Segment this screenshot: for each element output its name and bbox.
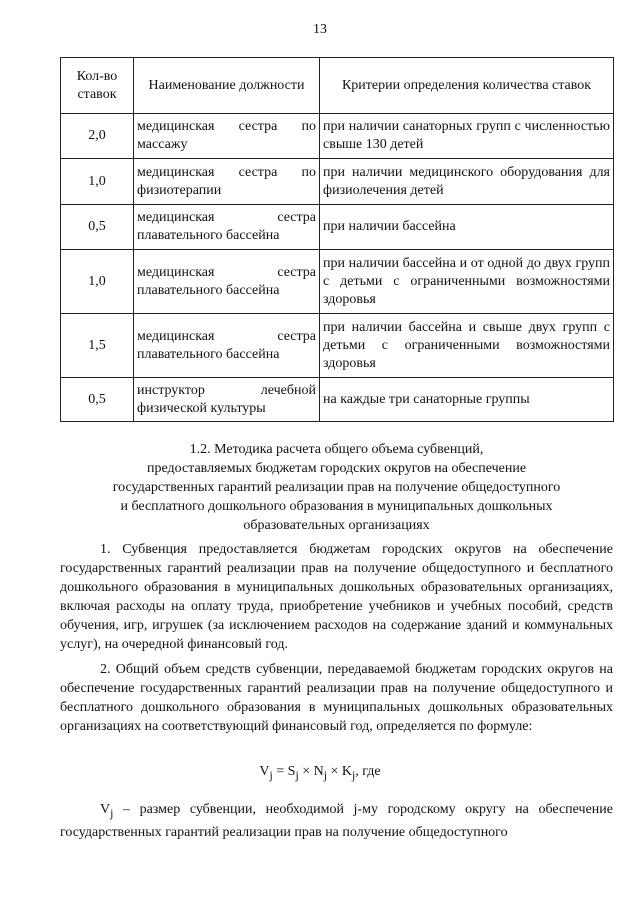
paragraph-text xyxy=(60,800,613,842)
paragraph-text: 2. Общий объем средств субвенции, передаваемой бюджетам городских округов на обеспечение государственных гарантий реализации прав на получение общедоступного и бесплатного дошкольного образования в муниципальных дошкольных образовательных организациях на соответствующий финансовый год, определяется по формуле: xyxy=(60,662,613,734)
vj-symbol: V xyxy=(100,802,111,817)
position-cell: медицинская сестра плавательного бассейна xyxy=(134,314,320,378)
criteria-cell: при наличии медицинского оборудования для физиолечения детей xyxy=(320,159,614,205)
paragraph-text: 1. Субвенция предоставляется бюджетам городских округов на обеспечение государственных гарантий реализации прав на получение общедоступного и бесплатного дошкольного образования в муниципальных дошкольных образовательных организациях, включая расходы на оплату труда, приобретение учебников и учебных пособий, средств обучения, игр, игрушек (за исключением расходов на содержание зданий и коммунальных услуг), на очередной финансовый год. xyxy=(60,542,613,652)
formula-times: × xyxy=(298,764,314,779)
formula-s: S xyxy=(287,764,296,779)
header-position: Наименование должности xyxy=(134,58,320,114)
table-row xyxy=(61,114,614,159)
rate-cell: 1,0 xyxy=(61,250,134,314)
section-title xyxy=(60,440,613,535)
page-number: 13 xyxy=(313,22,327,37)
criteria-cell: при наличии бассейна xyxy=(320,205,614,250)
position-cell: медицинская сестра по массажу xyxy=(134,114,320,159)
section-title-line: государственных гарантий реализации прав на получение общедоступного xyxy=(112,480,561,495)
criteria-cell: при наличии санаторных групп с численностью свыше 130 детей xyxy=(320,114,614,159)
rate-cell: 1,5 xyxy=(61,314,134,378)
formula-tail: , где xyxy=(355,764,381,779)
position-cell: медицинская сестра по физиотерапии xyxy=(134,159,320,205)
vj-subscript: j xyxy=(110,806,114,820)
table-header-row xyxy=(61,58,614,114)
criteria-cell: при наличии бассейна и свыше двух групп с детьми с ограниченными возможностями здоровья xyxy=(320,314,614,378)
formula-times: × xyxy=(326,764,342,779)
position-cell: медицинская сестра плавательного бассейна xyxy=(134,205,320,250)
table-row xyxy=(61,314,614,378)
paragraph-1 xyxy=(60,540,613,654)
rate-cell: 0,5 xyxy=(61,378,134,422)
header-criteria: Критерии определения количества ставок xyxy=(320,58,614,114)
section-title-line: и бесплатного дошкольного образования в муниципальных дошкольных xyxy=(120,499,553,514)
formula-v-sub: j xyxy=(269,768,273,782)
position-cell: инструктор лечебной физической культуры xyxy=(134,378,320,422)
table-row xyxy=(61,205,614,250)
paragraph-2 xyxy=(60,660,613,736)
subvention-formula xyxy=(0,764,640,782)
formula-eq: = xyxy=(272,764,288,779)
section-title-line: предоставляемых бюджетам городских округов на обеспечение xyxy=(146,461,527,476)
criteria-cell: при наличии бассейна и от одной до двух групп с детьми с ограниченными возможностями здоровья xyxy=(320,250,614,314)
table-row xyxy=(61,378,614,422)
formula-k: K xyxy=(341,764,352,779)
section-title-line: образовательных организациях xyxy=(243,518,430,533)
section-title-line: 1.2. Методика расчета общего объема субвенций, xyxy=(189,442,484,457)
criteria-cell: на каждые три санаторные группы xyxy=(320,378,614,422)
header-rate: Кол-во ставок xyxy=(61,58,134,114)
formula-n-sub: j xyxy=(323,768,327,782)
formula-n: N xyxy=(313,764,324,779)
formula-s-sub: j xyxy=(295,768,299,782)
vj-definition: – размер субвенции, необходимой j-му городскому округу на обеспечение государственных гарантий реализации прав на получение общедоступного xyxy=(60,802,613,840)
paragraph-3 xyxy=(60,800,613,842)
rate-cell: 1,0 xyxy=(61,159,134,205)
table-row xyxy=(61,159,614,205)
position-cell: медицинская сестра плавательного бассейна xyxy=(134,250,320,314)
formula-k-sub: j xyxy=(352,768,356,782)
rate-cell: 2,0 xyxy=(61,114,134,159)
table-row xyxy=(61,250,614,314)
formula-v: V xyxy=(259,764,270,779)
staffing-table xyxy=(60,57,614,422)
rate-cell: 0,5 xyxy=(61,205,134,250)
